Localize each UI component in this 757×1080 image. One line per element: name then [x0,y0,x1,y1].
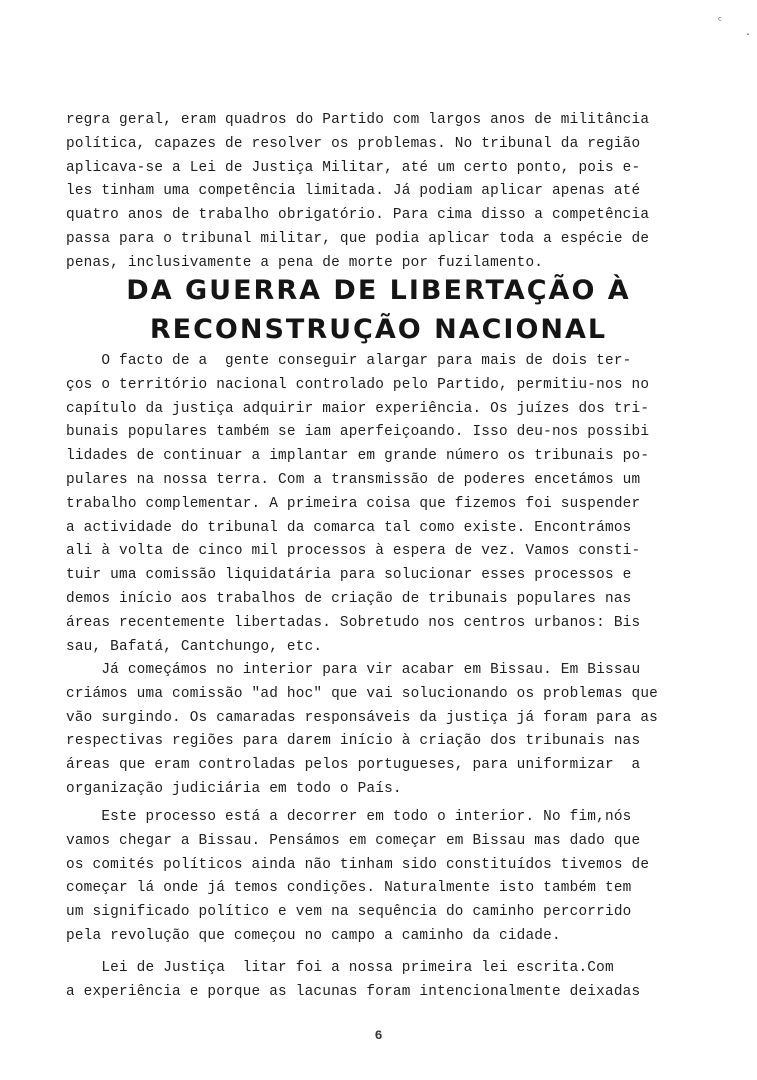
text-line: Lei de Justiça litar foi a nossa primeira lei escrita.Com [66,960,614,976]
text-line: demos início aos trabalhos de criação de tribunais populares nas [66,590,632,607]
text-line: Já começámos no interior para vir acabar em Bissau. Em Bissau [66,662,641,678]
paragraph-4 [66,957,706,1005]
text-line: a experiência e porque as lacunas foram intencionalmente deixadas [66,983,641,1000]
text-line: les tinham uma competência limitada. Já podiam aplicar apenas até [66,183,641,200]
text-line: áreas que eram controladas pelos portugueses, para uniformizar a [66,757,641,774]
text-line: sau, Bafatá, Cantchungo, etc. [66,638,323,655]
text-line: os comités políticos ainda não tinham sido constituídos tivemos de [66,856,650,873]
text-line: vamos chegar a Bissau. Pensámos em começar em Bissau mas dado que [66,832,641,849]
text-line: pela revolução que começou no campo a caminho da cidade. [66,927,561,944]
intro-paragraph [66,109,706,276]
paragraph-2 [66,659,706,802]
text-line: aplicava-se a Lei de Justiça Militar, até um certo ponto, pois e- [66,159,641,176]
section-heading-line-1: DA GUERRA DE LIBERTAÇÃO À [126,275,631,306]
text-line: começar lá onde já temos condições. Naturalmente isto também tem [66,880,632,897]
text-line: penas, inclusivamente a pena de morte por fuzilamento. [66,254,544,271]
paragraph-1 [66,350,706,659]
text-line: tuir uma comissão liquidatária para solucionar esses processos e [66,567,632,584]
text-line: um significado político e vem na sequência do caminho percorrido [66,904,632,921]
text-line: criámos uma comissão "ad hoc" que vai solucionando os problemas que [66,685,658,702]
text-line: passa para o tribunal militar, que podia aplicar toda a espécie de [66,230,650,247]
text-line: lidades de continuar a implantar em grande número os tribunais po- [66,448,650,465]
paragraph-3 [66,806,706,949]
text-line: trabalho complementar. A primeira coisa que fizemos foi suspender [66,495,641,512]
page-number: 6 [374,1028,383,1043]
text-line: pulares na nossa terra. Com a transmissão de poderes encetámos um [66,471,641,488]
text-line: a actividade do tribunal da comarca tal como existe. Encontrámos [66,519,632,536]
section-heading-line-2: RECONSTRUÇÃO NACIONAL [149,314,608,345]
text-line: política, capazes de resolver os problemas. No tribunal da região [66,135,641,152]
text-line: áreas recentemente libertadas. Sobretudo nos centros urbanos: Bis [66,614,641,631]
text-line: Este processo está a decorrer em todo o interior. No fim,nós [66,809,632,825]
text-line: respectivas regiões para darem início à criação dos tribunais nas [66,733,641,750]
corner-dot: . [746,24,750,38]
text-line: vão surgindo. Os camaradas responsáveis da justiça já foram para as [66,709,658,726]
text-line: capítulo da justiça adquirir maior experiência. Os juízes dos tri- [66,400,650,417]
text-line: ali à volta de cinco mil processos à espera de vez. Vamos consti- [66,543,641,560]
text-line: ços o território nacional controlado pelo Partido, permitiu-nos no [66,376,650,393]
text-line: organização judiciária em todo o País. [66,780,402,797]
text-line: regra geral, eram quadros do Partido com largos anos de militância [66,112,650,128]
text-line: bunais populares também se iam aperfeiçoando. Isso deu-nos possibi [66,424,650,441]
corner-mark: ᶜ [718,14,723,27]
text-line: quatro anos de trabalho obrigatório. Para cima disso a competência [66,207,650,224]
text-line: O facto de a gente conseguir alargar para mais de dois ter- [66,353,632,369]
